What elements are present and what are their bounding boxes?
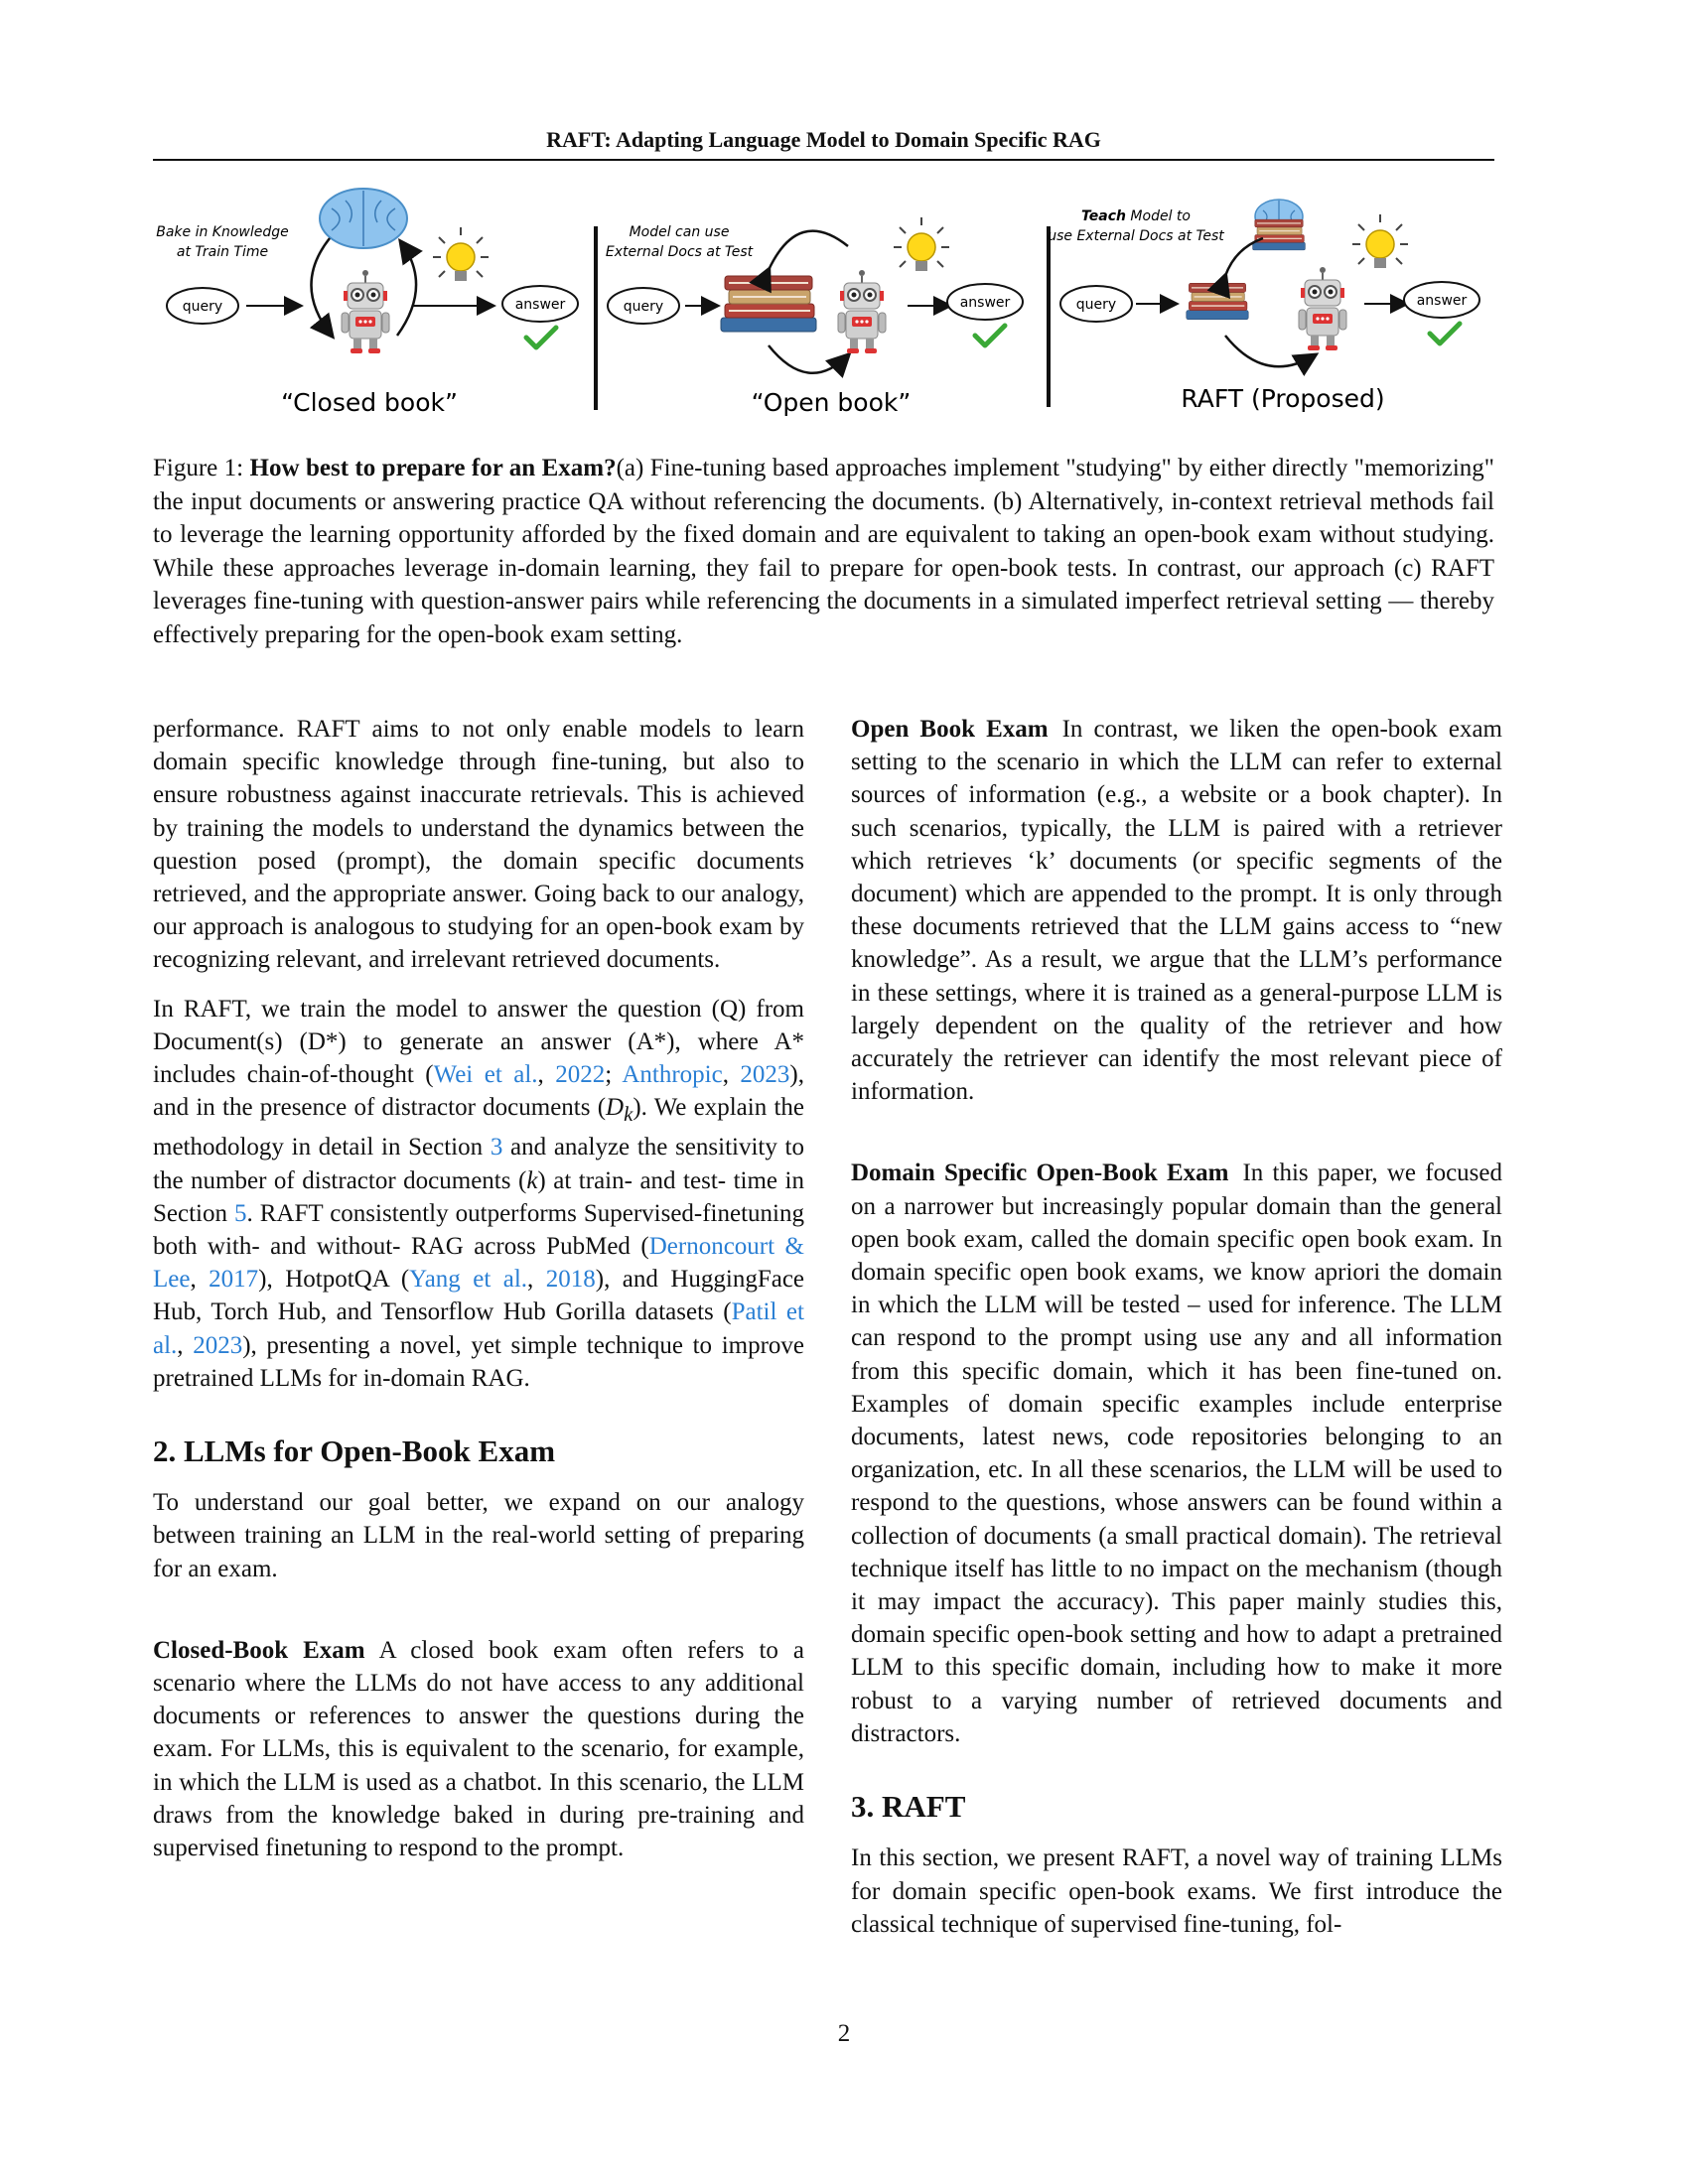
paragraph-text: In contrast, we liken the open-book exam setting to the scenario in which the LLM can refer to external sources of information (e.g., a website or a book chapter). In such scenarios, typically, the LLM is paired with a retriever which retrieves ‘k’ documents (or specific segments of the document) which are appended to the prompt. It is only through these documents retrieved that the LLM gains access to “new knowledge”. As a result, we argue that the LLM’s performance in these settings, where it is trained as a general-purpose LLM is largely dependent on the quality of the retriever and how accurately the retriever can identify the most relevant piece of information. xyxy=(851,716,1503,1106)
panel-closed-book xyxy=(156,189,578,417)
citation-link[interactable]: Dernoncourt & Lee xyxy=(153,1233,805,1294)
books-icon xyxy=(721,276,816,332)
panel-b-label: “Open book” xyxy=(751,388,912,417)
query-cloud-icon xyxy=(1060,286,1132,322)
citation-link[interactable]: 2017 xyxy=(209,1266,259,1294)
text-run: . RAFT consistently outperforms Supervised-finetuning both with- and without- RAG across PubMed ( xyxy=(153,1199,804,1261)
svg-text:Teach Model to xyxy=(1081,208,1191,224)
panel-a-note-line2: at Train Time xyxy=(176,244,269,260)
section-heading: 2. LLMs for Open-Book Exam xyxy=(153,1433,556,1469)
check-icon xyxy=(526,328,556,347)
paragraph-open-book xyxy=(851,713,1502,1108)
robot-icon xyxy=(838,270,886,353)
figure-1 xyxy=(153,187,1494,425)
paragraph: In this section, we present RAFT, a novel way of training LLMs for domain specific open-book exams. We first introduce the classical technique of supervised fine-tuning, fol- xyxy=(851,1844,1502,1938)
citation-link[interactable]: Anthropic xyxy=(622,1061,723,1089)
caption-title: How best to prepare for an Exam? xyxy=(249,455,617,481)
paragraph-raft-intro xyxy=(153,993,804,1395)
answer-cloud-icon xyxy=(1404,282,1479,318)
panel-a-note-line1: Bake in Knowledge xyxy=(156,224,289,240)
answer-cloud-icon xyxy=(947,284,1023,320)
paragraph-text: In this paper, we focused on a narrower but increasingly popular domain than the general open book exam, called the domain specific open book exam. In domain specific open book exams, we know apriori the domain in which the LLM will be tested – used for inference. The LLM can respond to the prompt using use any and all information from this specific domain, which it has been fine-tuned on. Examples of domain specific examples include enterprise documents, latest news, code repositories belonging to an organization, etc. In all these scenarios, the LLM will be used to respond to the questions, whose answers can be found within a collection of documents (a small practical domain). The retrieval technique itself has little to no impact on the mechanism (though it may impact the accuracy). This paper mainly studies this, domain specific open-book setting and how to adapt a pretrained LLM to this specific domain, including how to make it more robust to a varying number of retrieved documents and distractors. xyxy=(851,1160,1503,1747)
text-run: , xyxy=(177,1331,194,1359)
svg-text:Model can use xyxy=(630,224,730,240)
brain-icon xyxy=(320,189,407,248)
citation-link[interactable]: 2018 xyxy=(545,1266,596,1294)
citation-link[interactable]: 2023 xyxy=(193,1331,243,1359)
text-run: , xyxy=(722,1061,741,1089)
paragraph: To understand our goal better, we expand on our analogy between training an LLM in the real-world setting of preparing for an exam. xyxy=(153,1489,804,1582)
text-run: ; xyxy=(605,1061,623,1089)
section-link[interactable]: 5 xyxy=(234,1199,247,1227)
panel-c-note-line1: Model to xyxy=(1125,208,1191,224)
page-number: 2 xyxy=(837,2020,851,2047)
paragraph-text: A closed book exam often refers to a scenario where the LLMs do not have access to any additional documents or references to answer the questions during the exam. For LLMs, this is equivalent to the scenario, for example, in which the LLM is used as a chatbot. In this scenario, the LLM draws from the knowledge baked in during pre-training and supervised finetuning to respond to the prompt. xyxy=(153,1636,804,1862)
paragraph: performance. RAFT aims to not only enable models to learn domain specific knowledge through fine-tuning, but also to ensure robustness against inaccurate retrievals. This is achieved by training the models to understand the dynamics between the question posed (prompt), the domain specific documents retrieved, and the appropriate answer. Going back to our analogy, our approach is analogous to studying for an open-book exam by recognizing relevant, and irrelevant retrieved documents. xyxy=(153,716,804,974)
query-cloud-icon xyxy=(608,288,679,324)
right-column xyxy=(851,713,1502,1941)
svg-text:at Train Time xyxy=(177,244,268,260)
svg-text:Bake in Knowledge xyxy=(156,224,289,240)
panel-c-note-line2: use External Docs at Test xyxy=(1048,228,1224,244)
panel-c-answer: answer xyxy=(1416,293,1468,309)
paragraph-closed-book xyxy=(153,1634,804,1864)
text-run: ), presenting a novel, yet simple technique to improve pretrained LLMs for in-domain RAG. xyxy=(153,1331,805,1392)
paragraph-title: Closed-Book Exam xyxy=(153,1636,365,1664)
text-run: In RAFT, we train the model to answer the question (Q) from Document(s) (D*) to generate an answer (A*), where A* includes chain-of-thought ( xyxy=(153,995,804,1089)
robot-icon xyxy=(342,270,389,353)
panel-b-answer: answer xyxy=(959,295,1011,311)
text-run: ) at train- and test- time in Section xyxy=(153,1166,804,1227)
paragraph-title: Open Book Exam xyxy=(851,716,1049,743)
robot-icon xyxy=(1299,267,1346,350)
math-subscript: k xyxy=(624,1102,633,1127)
books-icon xyxy=(1187,283,1248,319)
figure-caption xyxy=(153,452,1494,652)
text-run: , xyxy=(190,1266,210,1294)
panel-c-note-bold: Teach xyxy=(1081,208,1126,224)
panel-a-query: query xyxy=(182,299,223,315)
check-icon xyxy=(1430,324,1460,343)
left-column xyxy=(153,713,804,1864)
citation-link[interactable]: Patil et al. xyxy=(153,1298,804,1359)
running-header: RAFT: Adapting Language Model to Domain Specific RAG xyxy=(153,127,1494,161)
panel-b-note-line1: Model can use xyxy=(629,224,730,240)
panel-c-query: query xyxy=(1075,297,1117,313)
figure-1-diagram xyxy=(153,187,1494,425)
paragraph-domain-specific xyxy=(851,1157,1502,1750)
check-icon xyxy=(975,326,1005,345)
text-run: , xyxy=(527,1266,546,1294)
svg-text:External Docs at Test xyxy=(606,244,754,260)
books-icon xyxy=(1253,219,1306,250)
lightbulb-icon xyxy=(433,227,489,281)
text-run: ), and in the presence of distractor documents ( xyxy=(153,1061,804,1122)
lightbulb-icon xyxy=(1352,214,1408,268)
text-run: ), and HuggingFace Hub, Torch Hub, and Tensorflow Hub Gorilla datasets ( xyxy=(153,1266,805,1326)
text-run: ), HotpotQA ( xyxy=(258,1266,410,1294)
lightbulb-icon xyxy=(894,217,949,271)
panel-open-book xyxy=(606,217,1023,417)
caption-text: (a) Fine-tuning based approaches implement "studying" by either directly "memorizing" the input documents or answering practice QA without referencing the documents. (b) Alternatively, in-context retrieval methods fail to leverage the learning opportunity afforded by the fixed domain and are equivalent to taking an open-book exam without studying. While these approaches leverage in-domain learning, they fail to prepare for open-book tests. In contrast, our approach (c) RAFT leverages fine-tuning with question-answer pairs while referencing the documents in a simulated imperfect retrieval setting — thereby effectively preparing for the open-book exam setting. xyxy=(153,455,1494,648)
panel-a-answer: answer xyxy=(514,297,566,313)
text-run: and analyze the sensitivity to the number of distractor documents ( xyxy=(153,1134,805,1194)
section-heading: 3. RAFT xyxy=(851,1789,966,1825)
panel-b-query: query xyxy=(623,299,664,315)
citation-link[interactable]: 2023 xyxy=(740,1061,790,1089)
text-run: , xyxy=(537,1061,556,1089)
citation-link[interactable]: 2022 xyxy=(555,1061,606,1089)
math-symbol: k xyxy=(526,1166,538,1194)
caption-prefix: Figure 1: xyxy=(153,455,250,481)
paragraph-title: Domain Specific Open-Book Exam xyxy=(851,1160,1229,1187)
citation-link[interactable]: Wei et al. xyxy=(433,1061,538,1089)
math-symbol: D xyxy=(606,1094,625,1122)
svg-text:use External Docs at Test xyxy=(1048,228,1224,244)
panel-raft xyxy=(1048,200,1479,413)
citation-link[interactable]: Yang et al. xyxy=(409,1266,528,1294)
panel-b-note-line2: External Docs at Test xyxy=(605,244,754,260)
answer-cloud-icon xyxy=(502,286,578,322)
section-link[interactable]: 3 xyxy=(490,1134,503,1161)
panel-a-label: “Closed book” xyxy=(281,388,458,417)
query-cloud-icon xyxy=(167,288,238,324)
panel-c-label: RAFT (Proposed) xyxy=(1181,384,1385,413)
text-run: ). We explain the methodology in detail in Section xyxy=(153,1094,804,1161)
